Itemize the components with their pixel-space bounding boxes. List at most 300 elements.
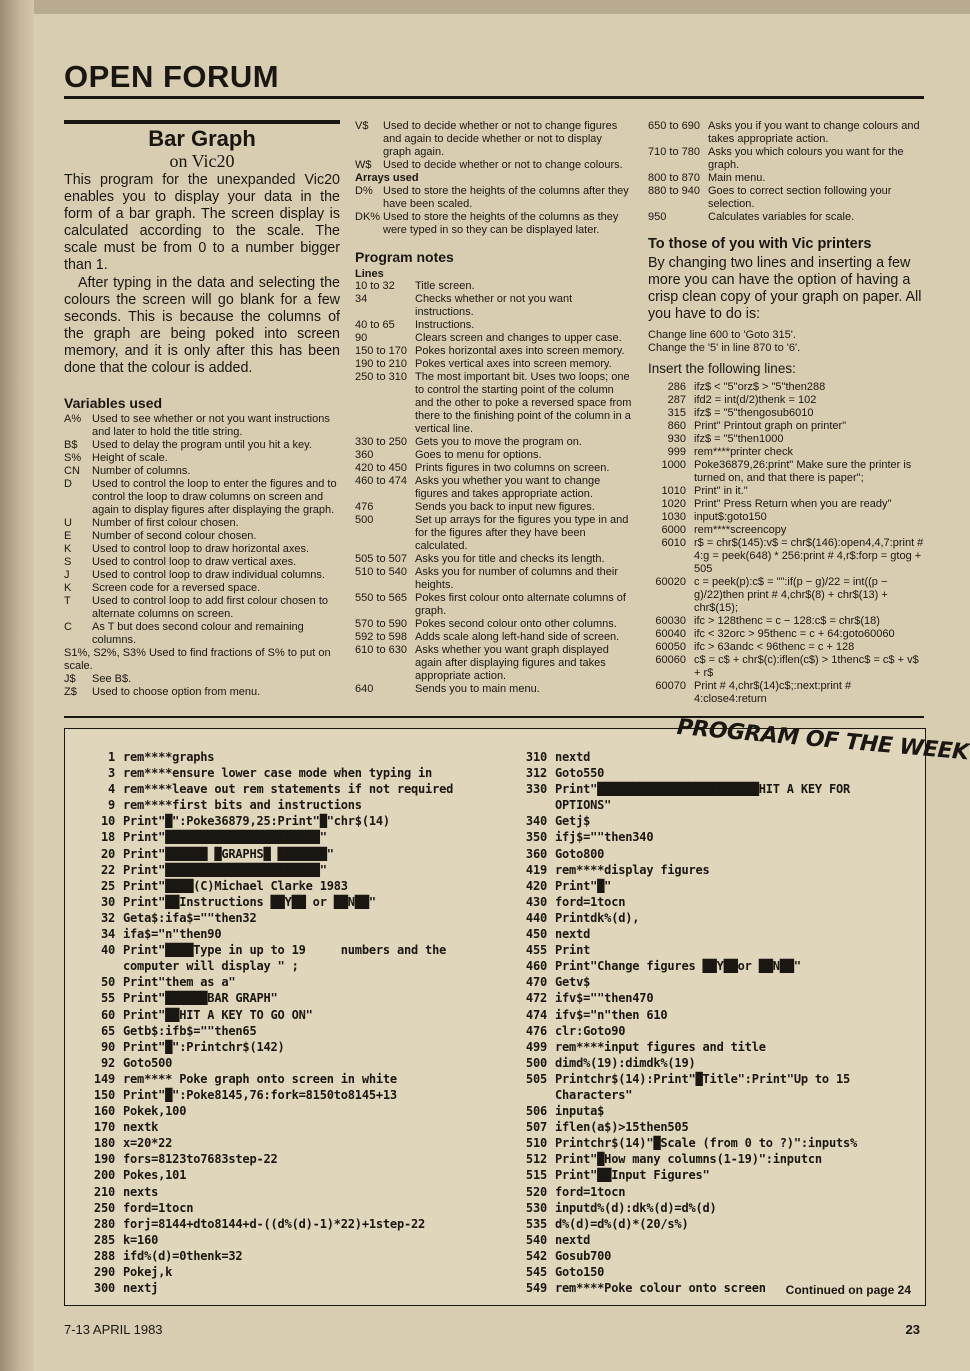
code-text: Print"████Type in up to 19 numbers and the: [123, 943, 447, 958]
printers-heading: To those of you with Vic printers: [648, 236, 872, 252]
code-line: [81, 974, 453, 990]
arrays-list: [355, 185, 633, 237]
code-line: [81, 765, 453, 781]
entry-key: 1030: [661, 511, 686, 523]
code-line: [513, 974, 857, 990]
entry-row: [64, 621, 340, 647]
entry-key: 90: [355, 332, 368, 344]
code-line: [81, 942, 453, 958]
code-line: [513, 1135, 857, 1151]
entry-key: 510 to 540: [355, 566, 407, 578]
code-line: [81, 846, 453, 862]
variables-list-end: [64, 673, 340, 699]
entry-text: Poke36879,26:print" Make sure the printer is turned on, and that there is paper";: [694, 459, 912, 484]
entry-key: 287: [667, 394, 686, 406]
entry-text: ifz$ = "5"thengosub6010: [694, 407, 814, 419]
entry-row: [648, 420, 924, 433]
entry-text: c$ = c$ + chr$(c):iflen(c$) > 1thenc$ = c$ + v$ + r$: [694, 654, 919, 679]
entry-text: Pokes vertical axes into screen memory.: [415, 358, 612, 370]
line-number: 290: [93, 1265, 115, 1279]
code-line: [81, 862, 453, 878]
code-text: ifj$=""then340: [555, 830, 654, 845]
entry-key: 860: [667, 420, 686, 432]
entry-key: DK%: [355, 211, 381, 223]
entry-text: r$ = chr$(145):v$ = chr$(146):open4,4,7:print # 4:g = peek(648) * 256:print # 4,r$:forp = gtog + 505: [694, 537, 924, 575]
entry-key: 710 to 780: [648, 146, 700, 158]
entry-key: 1020: [661, 498, 686, 510]
code-line: [81, 1248, 453, 1264]
listing-right-column: [513, 749, 857, 1296]
program-notes-list: [355, 280, 633, 696]
line-number: 460: [525, 959, 547, 974]
entry-text: Used to delay the program until you hit a key.: [92, 439, 312, 451]
entry-text: Used to store the heights of the columns as they were typed in so they can be displayed later.: [383, 211, 619, 236]
entry-row: [355, 211, 633, 237]
line-number: 420: [525, 878, 547, 893]
entry-text: Asks you for title and checks its length.: [415, 553, 605, 565]
code-line: [81, 781, 453, 797]
article-title-box: [64, 120, 340, 170]
entry-key: 500: [355, 514, 374, 526]
entry-row: [355, 449, 633, 462]
entry-row: [355, 293, 633, 319]
line-number: 9: [107, 798, 115, 813]
entry-text: Goes to correct section following your selection.: [708, 185, 892, 210]
entry-row: [648, 120, 924, 146]
entry-key: W$: [355, 159, 372, 171]
code-text: rem****first bits and instructions: [123, 798, 362, 813]
entry-key: C: [64, 621, 72, 633]
variables-list: [64, 413, 340, 647]
code-text: k=160: [123, 1232, 159, 1247]
entry-text: Sends you back to input new figures.: [415, 501, 595, 513]
program-notes-heading: Program notes: [355, 249, 454, 265]
code-text: Pokek,100: [123, 1104, 187, 1119]
listing-divider: [64, 716, 924, 718]
code-text: inputa$: [555, 1104, 605, 1119]
line-number: 549: [525, 1281, 547, 1296]
entry-text: Print" in it.": [694, 485, 748, 497]
entry-row: [355, 475, 633, 501]
code-text: x=20*22: [123, 1136, 173, 1151]
code-line: [81, 1055, 453, 1071]
code-text: clr:Goto90: [555, 1023, 626, 1038]
code-text: ford=1tocn: [555, 894, 626, 909]
code-line: [81, 1071, 453, 1087]
entry-row: [355, 683, 633, 696]
line-number: 90: [100, 1039, 115, 1054]
code-line: [513, 813, 857, 829]
line-number: 10: [100, 814, 115, 829]
line-number: 455: [525, 943, 547, 958]
code-text: Print"██Input Figures": [555, 1168, 710, 1183]
code-line: [513, 1007, 857, 1023]
code-line: [513, 1167, 857, 1183]
entry-text: ifd2 = int(d/2)thenk = 102: [694, 394, 817, 406]
entry-text: Used to control loop to draw horizontal axes.: [92, 543, 310, 555]
entry-key: 60060: [655, 654, 686, 666]
insert-heading: Insert the following lines:: [648, 361, 796, 376]
entry-text: Calculates variables for scale.: [708, 211, 855, 223]
code-line: [513, 990, 857, 1006]
code-line: [513, 829, 857, 845]
entry-text: Asks whether you want graph displayed again after displaying figures and takes appropriate action.: [415, 644, 609, 682]
entry-key: 190 to 210: [355, 358, 407, 370]
line-number: 360: [525, 846, 547, 861]
entry-key: 150 to 170: [355, 345, 407, 357]
entry-text: Height of scale.: [92, 452, 168, 464]
code-text: Goto800: [555, 846, 605, 861]
line-number: 32: [100, 910, 115, 925]
line-number: 472: [525, 991, 547, 1006]
entry-row: [355, 644, 633, 683]
entry-text: Number of first colour chosen.: [92, 517, 239, 529]
entry-text: Clears screen and changes to upper case.: [415, 332, 622, 344]
entry-row: [648, 524, 924, 537]
entry-row: [648, 433, 924, 446]
entry-row: [64, 413, 340, 439]
entry-key: CN: [64, 465, 80, 477]
code-line: [513, 878, 857, 894]
entry-key: 360: [355, 449, 374, 461]
entry-row: [355, 371, 633, 436]
code-text: Pokej,k: [123, 1265, 173, 1279]
entry-row: [64, 452, 340, 465]
article-subtitle: on Vic20: [169, 151, 235, 171]
section-header: [64, 58, 924, 99]
entry-key: S: [64, 556, 72, 568]
lines-heading: Lines: [355, 268, 384, 280]
entry-text: Main menu.: [708, 172, 766, 184]
entry-text: Checks whether or not you want instructions.: [415, 293, 573, 318]
code-line: [81, 1264, 453, 1280]
magazine-spine-shadow: [0, 0, 34, 1371]
line-number: 545: [525, 1265, 547, 1279]
entry-row: [355, 462, 633, 475]
code-line: [513, 1200, 857, 1216]
line-number: 542: [525, 1248, 547, 1263]
entry-row: [648, 537, 924, 576]
arrays-heading: Arrays used: [355, 172, 419, 184]
code-text: Print"Change figures ██Y██or ██N██": [555, 959, 801, 974]
code-text: Goto550: [555, 766, 605, 781]
code-line: [81, 1200, 453, 1216]
entry-row: [648, 381, 924, 394]
entry-row: [355, 159, 633, 172]
code-line: [81, 1167, 453, 1183]
code-line: [513, 958, 857, 974]
entry-text: Used to see whether or not you want instructions and later to hold the title string.: [92, 413, 330, 438]
line-number: 530: [525, 1200, 547, 1215]
entry-row: [355, 553, 633, 566]
code-text: Print"█How many columns(1-19)":inputcn: [555, 1152, 822, 1167]
line-number: 510: [525, 1136, 547, 1151]
line-number: 280: [93, 1216, 115, 1231]
entry-row: [648, 407, 924, 420]
code-line: [81, 894, 453, 910]
line-number: 540: [525, 1232, 547, 1247]
line-number: 55: [100, 991, 115, 1006]
code-text: rem****Poke colour onto screen: [555, 1281, 766, 1296]
variables-heading: Variables used: [64, 395, 163, 411]
program-notes-list-continued: [648, 120, 924, 224]
line-number: 160: [93, 1104, 115, 1119]
code-text: nextj: [123, 1281, 159, 1296]
line-number: 440: [525, 910, 547, 925]
entry-key: K: [64, 582, 72, 594]
entry-row: [64, 530, 340, 543]
line-number: 92: [100, 1055, 115, 1070]
code-text: iflen(a$)>15then505: [555, 1120, 689, 1135]
line-number: 34: [100, 927, 115, 942]
entry-key: 250 to 310: [355, 371, 407, 383]
code-line: [81, 1232, 453, 1248]
entry-row: [355, 566, 633, 592]
code-line: [81, 1023, 453, 1039]
line-number: 40: [100, 943, 115, 958]
entry-text: Adds scale along left-hand side of screen.: [415, 631, 620, 643]
line-number: 250: [93, 1200, 115, 1215]
line-number: 50: [100, 975, 115, 990]
entry-row: [355, 631, 633, 644]
entry-row: [64, 569, 340, 582]
entry-key: 420 to 450: [355, 462, 407, 474]
line-number: 505: [525, 1071, 547, 1086]
entry-key: 800 to 870: [648, 172, 700, 184]
page-number: 23: [905, 1322, 920, 1337]
code-text: Print"them as a": [123, 975, 236, 990]
entry-key: 40 to 65: [355, 319, 395, 331]
entry-key: D: [64, 478, 72, 490]
entry-text: Print # 4,chr$(14)c$;:next:print # 4:close4:return: [694, 680, 852, 705]
entry-row: [648, 654, 924, 680]
code-text: Print"██Instructions ██Y██ or ██N██": [123, 894, 376, 909]
code-line: [513, 1119, 857, 1135]
entry-text: Sends you to main menu.: [415, 683, 540, 695]
entry-key: 10 to 32: [355, 280, 395, 292]
change-line: Change the '5' in line 870 to '6'.: [648, 342, 801, 354]
printers-paragraph: By changing two lines and inserting a few more you can have the option of having a crisp clean copy of your graph on paper. All you have to do is:: [648, 255, 922, 322]
code-text: Print"███████████████████████HIT A KEY FOR: [555, 782, 851, 797]
entry-text: Used to choose option from menu.: [92, 686, 261, 698]
code-text: Print"████(C)Michael Clarke 1983: [123, 878, 348, 893]
insert-lines-list: [648, 381, 924, 706]
entry-row: [355, 185, 633, 211]
entry-key: S%: [64, 452, 82, 464]
code-text: rem****leave out rem statements if not required: [123, 782, 454, 797]
code-text: rem****ensure lower case mode when typing in: [123, 766, 433, 781]
entry-text: Instructions.: [415, 319, 475, 331]
entry-text: Asks you which colours you want for the graph.: [708, 146, 904, 171]
entry-text: Print" Press Return when you are ready": [694, 498, 892, 510]
entry-row: [64, 595, 340, 621]
code-text: d%(d)=d%(d)*(20/s%): [555, 1216, 689, 1231]
entry-key: 592 to 598: [355, 631, 407, 643]
code-text: Print"██████████████████████": [123, 830, 327, 845]
entry-key: U: [64, 517, 72, 529]
code-line: [81, 958, 453, 974]
code-text: rem**** Poke graph onto screen in white: [123, 1071, 397, 1086]
code-line: [513, 894, 857, 910]
entry-row: [648, 185, 924, 211]
line-number: 200: [93, 1168, 115, 1183]
entry-row: [64, 517, 340, 530]
entry-key: 60070: [655, 680, 686, 692]
line-number: 210: [93, 1184, 115, 1199]
entry-text: Number of second colour chosen.: [92, 530, 257, 542]
entry-row: [64, 673, 340, 686]
code-line: [513, 1055, 857, 1071]
entry-row: [648, 146, 924, 172]
article-column-1: [64, 120, 340, 699]
code-text: computer will display " ;: [123, 959, 299, 974]
line-number: 150: [93, 1087, 115, 1102]
entry-row: [648, 446, 924, 459]
entry-text: Asks you for number of columns and their heights.: [415, 566, 618, 591]
listing-left-column: [81, 749, 453, 1296]
code-text: Print"██HIT A KEY TO GO ON": [123, 1007, 313, 1022]
entry-key: 950: [648, 211, 667, 223]
code-line: [81, 1184, 453, 1200]
entry-text: Used to decide whether or not to change colours.: [383, 159, 623, 171]
entry-text: Asks you whether you want to change figures and takes appropriate action.: [415, 475, 601, 500]
entry-key: 330 to 250: [355, 436, 407, 448]
line-number: 340: [525, 814, 547, 829]
line-number: 190: [93, 1152, 115, 1167]
entry-row: [64, 686, 340, 699]
code-line: [81, 1103, 453, 1119]
line-number: 474: [525, 1007, 547, 1022]
entry-key: 460 to 474: [355, 475, 407, 487]
entry-row: [355, 345, 633, 358]
line-number: 506: [525, 1104, 547, 1119]
code-text: nextk: [123, 1120, 159, 1135]
entry-row: [64, 582, 340, 595]
code-line: [513, 1103, 857, 1119]
code-line: [81, 1007, 453, 1023]
line-number: 520: [525, 1184, 547, 1199]
entry-key: K: [64, 543, 72, 555]
entry-text: Print" Printout graph on printer": [694, 420, 847, 432]
entry-text: ifc > 128thenc = c − 128:c$ = chr$(18): [694, 615, 880, 627]
code-text: ifv$="n"then 610: [555, 1007, 668, 1022]
code-line: [513, 1264, 857, 1280]
program-of-the-week-stamp: PROGRAM OF THE WEEK: [675, 715, 970, 766]
code-line: [513, 1087, 857, 1103]
code-text: dimd%(19):dimdk%(19): [555, 1055, 696, 1070]
line-number: 312: [525, 766, 547, 781]
entry-text: Used to control loop to draw vertical axes.: [92, 556, 297, 568]
code-line: [513, 1071, 857, 1087]
code-text: Goto500: [123, 1055, 173, 1070]
line-number: 512: [525, 1152, 547, 1167]
entry-text: c = peek(p):c$ = "":if(p − g)/22 = int((p − g)/22)then print # 4,chr$(8) + chr$(13) + chr$(15);: [694, 576, 888, 614]
code-text: Print"██████ █GRAPHS█ ███████": [123, 846, 334, 861]
entry-text: Used to control the loop to enter the figures and to control the loop to draw columns on screen and again to display figures after displaying the graph.: [92, 478, 337, 516]
entry-key: 505 to 507: [355, 553, 407, 565]
entry-key: 640: [355, 683, 374, 695]
code-line: [81, 926, 453, 942]
code-text: Print"█":Poke8145,76:fork=8150to8145+13: [123, 1087, 397, 1102]
entry-key: 60030: [655, 615, 686, 627]
line-number: 20: [100, 846, 115, 861]
entry-row: [648, 211, 924, 224]
line-number: 535: [525, 1216, 547, 1231]
entry-text: Pokes second colour onto other columns.: [415, 618, 617, 630]
entry-key: 6010: [661, 537, 686, 549]
code-text: Print: [555, 943, 591, 958]
entry-row: [648, 628, 924, 641]
code-text: ifv$=""then470: [555, 991, 654, 1006]
code-line: [513, 942, 857, 958]
code-text: Geta$:ifa$=""then32: [123, 910, 257, 925]
entry-key: 610 to 630: [355, 644, 407, 656]
entry-text: Title screen.: [415, 280, 475, 292]
entry-text: ifz$ = "5"then1000: [694, 433, 784, 445]
entry-row: [648, 172, 924, 185]
line-number: 515: [525, 1168, 547, 1183]
entry-key: 880 to 940: [648, 185, 700, 197]
code-line: [81, 1216, 453, 1232]
code-line: [513, 846, 857, 862]
code-text: Goto150: [555, 1265, 605, 1279]
entry-row: [648, 394, 924, 407]
code-line: [81, 1087, 453, 1103]
code-line: [81, 797, 453, 813]
line-number: 350: [525, 830, 547, 845]
entry-row: [355, 592, 633, 618]
line-number: 1: [107, 750, 115, 764]
entry-row: [355, 120, 633, 159]
entry-key: 286: [667, 381, 686, 393]
line-number: 330: [525, 782, 547, 797]
line-number: 60: [100, 1007, 115, 1022]
code-text: Printchr$(14)"█Scale (from 0 to ?)":inputs%: [555, 1136, 858, 1151]
entry-text: Number of columns.: [92, 465, 191, 477]
code-line: [81, 1039, 453, 1055]
entry-key: 1000: [661, 459, 686, 471]
entry-key: 315: [667, 407, 686, 419]
entry-key: A%: [64, 413, 82, 425]
entry-row: [648, 680, 924, 706]
code-text: ford=1tocn: [555, 1184, 626, 1199]
line-number: 180: [93, 1136, 115, 1151]
code-line: [513, 1184, 857, 1200]
program-listing: [64, 728, 926, 1306]
section-title: OPEN FORUM: [64, 59, 280, 94]
code-line: [81, 813, 453, 829]
code-text: nextd: [555, 1232, 591, 1247]
entry-key: 650 to 690: [648, 120, 700, 132]
entry-key: Z$: [64, 686, 77, 698]
code-text: Pokes,101: [123, 1168, 187, 1183]
code-text: Print"██████BAR GRAPH": [123, 991, 278, 1006]
code-line: [81, 1280, 453, 1296]
code-line: [81, 1119, 453, 1135]
entry-key: 930: [667, 433, 686, 445]
entry-text: Pokes first colour onto alternate columns of graph.: [415, 592, 626, 617]
code-text: ifa$="n"then90: [123, 927, 222, 942]
entry-text: Pokes horizontal axes into screen memory.: [415, 345, 625, 357]
entry-text: ifc < 32orc > 95thenc = c + 64:goto60060: [694, 628, 895, 640]
code-text: rem****graphs: [123, 750, 215, 764]
entry-key: V$: [355, 120, 369, 132]
code-line: [81, 829, 453, 845]
entry-key: J: [64, 569, 70, 581]
entry-row: [64, 556, 340, 569]
code-line: [513, 1023, 857, 1039]
code-text: Printdk%(d),: [555, 910, 640, 925]
